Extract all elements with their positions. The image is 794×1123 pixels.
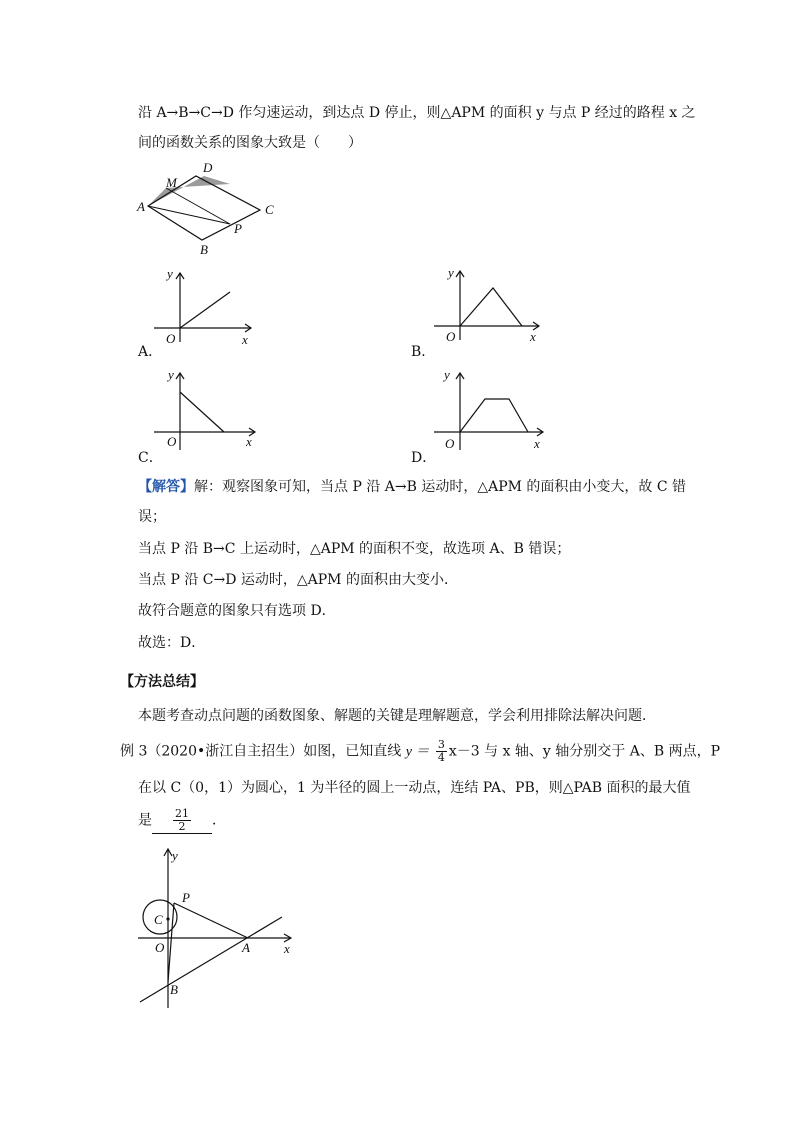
fig2-o: O (155, 940, 165, 955)
fig2-a: A (242, 940, 250, 955)
question-line-1: 沿 A→B→C→D 作匀速运动，到达点 D 停止，则△APM 的面积 y 与点 P 经过的路程 x 之 (138, 105, 696, 121)
choice-b-graph (430, 264, 545, 346)
segment-pb (168, 903, 174, 982)
solution-line-6: 故选：D． (138, 635, 206, 651)
example3-frac-num: 3 (437, 738, 445, 751)
example3-line-1 (120, 739, 720, 764)
solution-line-4: 当点 P 沿 C→D 运动时，△APM 的面积由大变小． (138, 572, 458, 588)
graph-c-y: y (168, 367, 174, 382)
graph-b-y: y (448, 265, 454, 280)
example3-after-frac: x－3 与 x 轴、y 轴分别交于 A、B 两点，P (448, 743, 721, 760)
center-point (166, 917, 169, 920)
circle-line-figure (130, 842, 310, 1010)
choice-b-label: B． (411, 344, 436, 360)
segment-ap (148, 206, 230, 224)
graph-d-x: x (534, 436, 540, 451)
choice-d-label: D． (411, 450, 437, 466)
question-line-2: 间的函数关系的图象大致是（ ） (138, 135, 362, 151)
answer-den: 2 (178, 820, 186, 833)
graph-d-y: y (444, 367, 450, 382)
choice-c-graph (150, 366, 260, 452)
graph-b-x: x (530, 329, 536, 344)
method-text: 本题考查动点问题的函数图象、解题的关键是理解题意，学会利用排除法解决问题． (138, 708, 656, 724)
choice-a-graph (150, 266, 260, 346)
answer-num: 21 (175, 807, 189, 820)
label-b: B (200, 242, 208, 257)
answer-blank (152, 808, 212, 834)
graph-a-x: x (242, 332, 248, 346)
solution-line-5: 故符合题意的图象只有选项 D． (138, 603, 336, 619)
choice-d-graph (430, 366, 550, 452)
graph-a-y: y (167, 266, 173, 281)
example3-line-3 (138, 808, 226, 834)
fig2-p: P (182, 890, 190, 905)
method-heading: 【方法总结】 (120, 674, 204, 690)
solution-line-2: 误； (138, 509, 166, 525)
label-a: A (137, 199, 145, 214)
graph-b-origin: O (446, 329, 456, 344)
rhombus-figure (130, 158, 300, 258)
graph-c-origin: O (167, 434, 177, 449)
example3-prefix: 例 3（2020•浙江自主招生）如图，已知直线 (120, 743, 402, 760)
example3-y-eq: y ＝ (405, 744, 430, 760)
example3-fraction (436, 739, 447, 764)
solution-text-1: 解：观察图象可知，当点 P 沿 A→B 运动时，△APM 的面积由小变大，故 C 错 (194, 479, 687, 495)
graph-c-x: x (246, 434, 252, 449)
example3-line3-suffix: ． (212, 812, 226, 829)
line-ab (140, 917, 282, 1002)
graph-a-curve (180, 292, 230, 328)
label-p: P (234, 221, 242, 236)
example3-frac-den: 4 (437, 751, 445, 764)
fig2-x: x (284, 941, 290, 956)
label-c: C (265, 202, 274, 217)
example3-line-2: 在以 C（0，1）为圆心，1 为半径的圆上一动点，连结 PA、PB，则△PAB 面积的最大值 (138, 780, 691, 796)
label-m: M (166, 175, 177, 190)
fig2-b: B (170, 982, 178, 997)
fig2-c: C (154, 912, 163, 927)
segment-mp (166, 188, 230, 224)
label-d: D (203, 160, 213, 175)
segment-pa (174, 903, 248, 938)
choice-c-label: C． (138, 450, 163, 466)
graph-d-origin: O (445, 436, 455, 451)
example3-line3-prefix: 是 (138, 812, 152, 829)
graph-a-origin: O (166, 331, 176, 346)
fig2-y: y (172, 848, 178, 863)
choice-a-label: A． (138, 344, 163, 360)
solution-line-1 (138, 477, 686, 497)
solution-line-3: 当点 P 沿 B→C 上运动时，△APM 的面积不变，故选项 A、B 错误； (138, 541, 571, 557)
graph-c-curve (180, 392, 224, 432)
graph-b-curve (460, 288, 522, 326)
graph-d-curve (460, 399, 528, 432)
solution-tag: 【解答】 (138, 479, 194, 495)
